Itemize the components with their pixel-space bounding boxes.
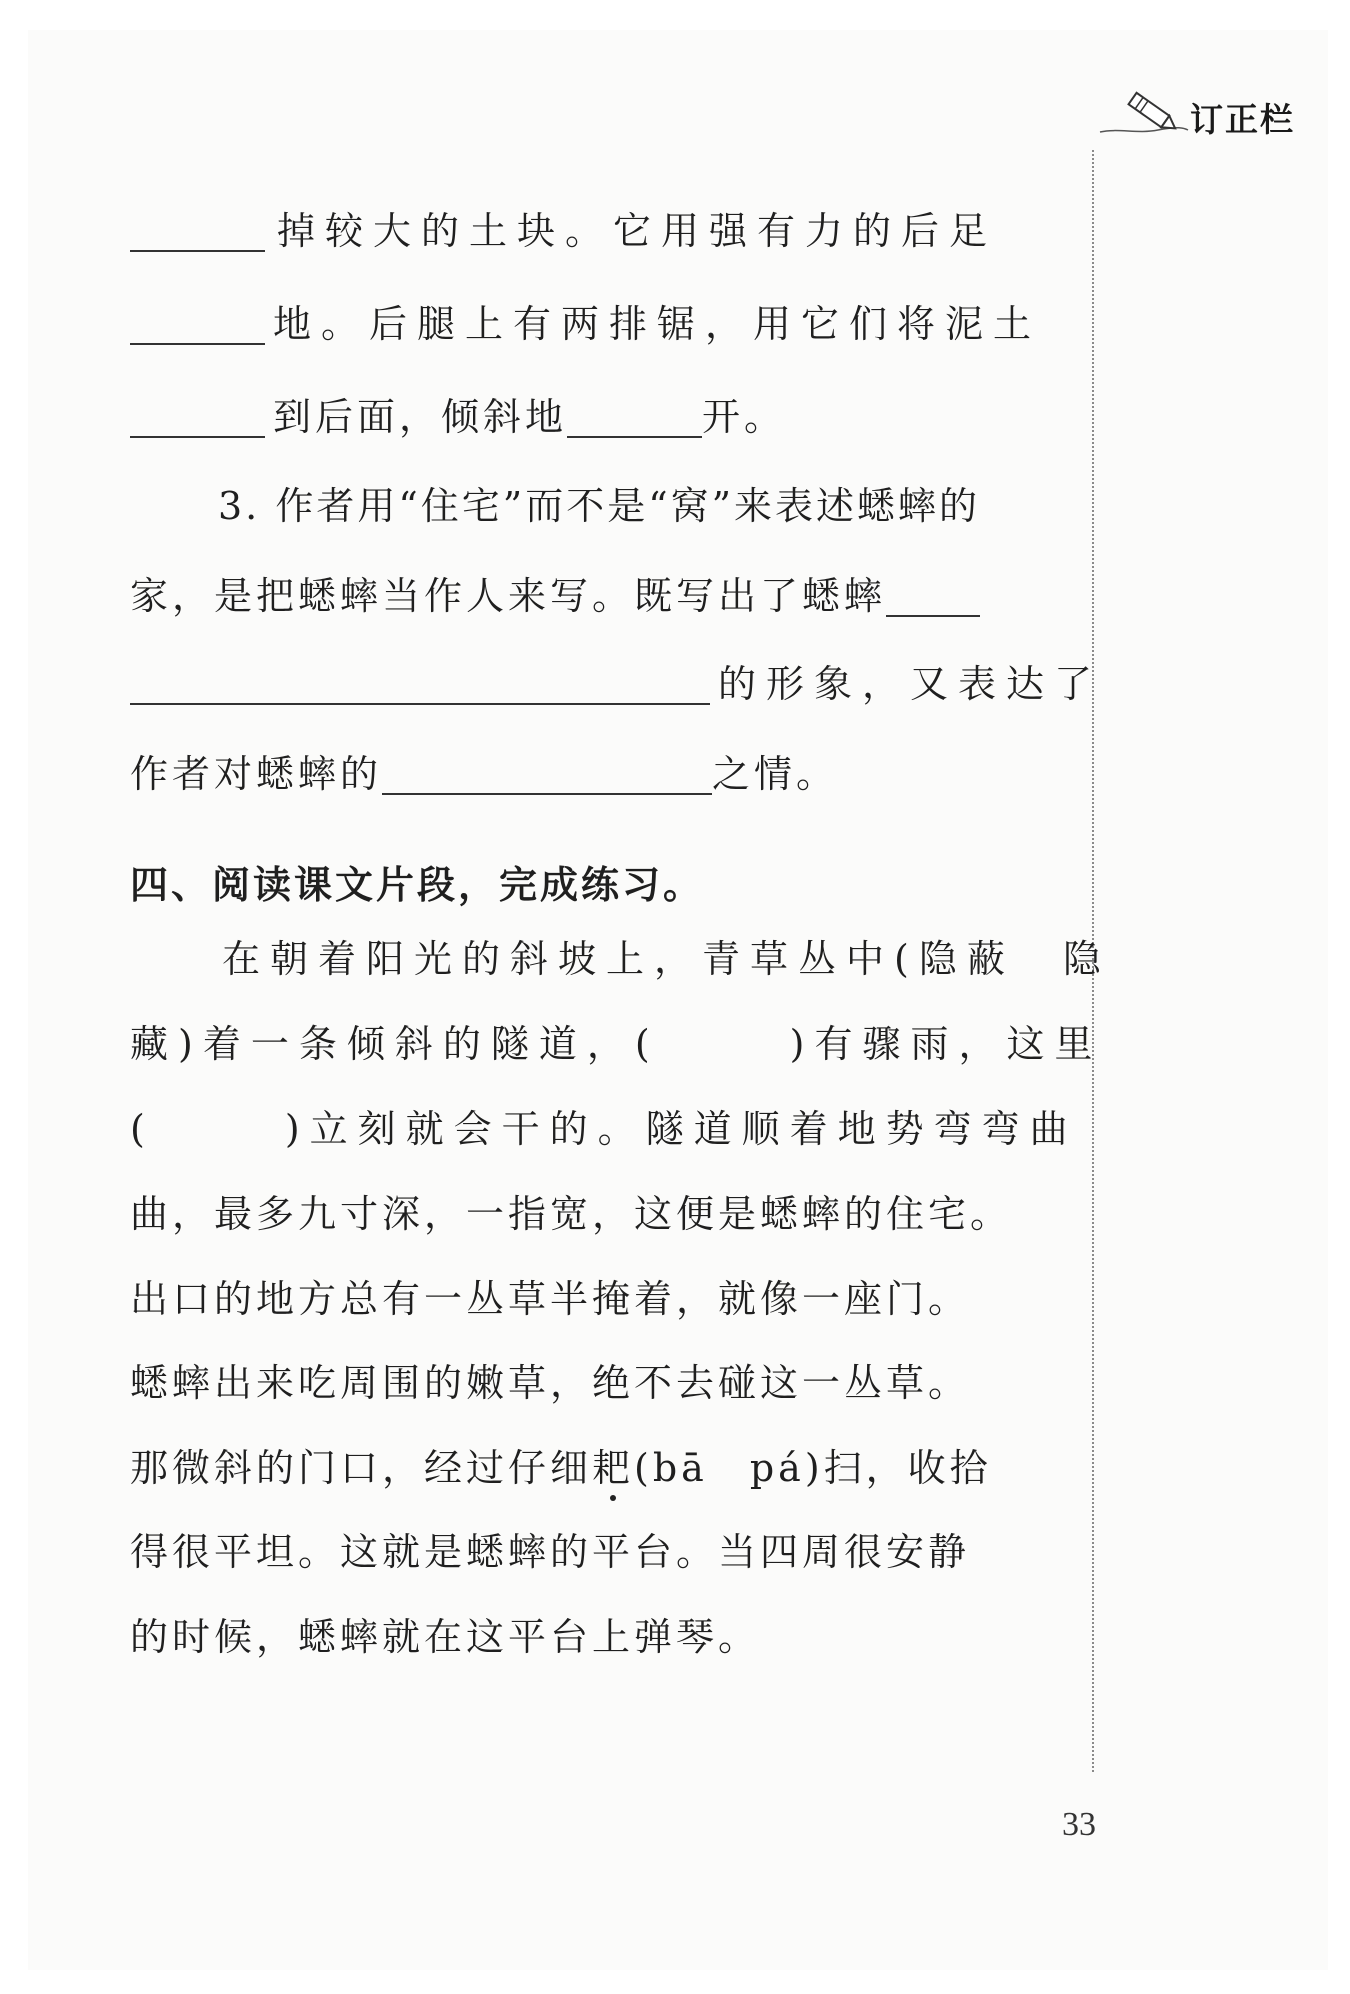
- answer-blank[interactable]: [130, 309, 265, 345]
- dotted-character: 耙: [592, 1446, 635, 1490]
- q3-line-2-text: 家，是把蟋蟀当作人来写。既写出了蟋蟀: [130, 574, 887, 618]
- passage-line-4: 曲，最多九寸深，一指宽，这便是蟋蟀的住宅。: [130, 1192, 1013, 1236]
- correction-header: [1098, 88, 1328, 148]
- q2-line-3-text-b: 开。: [702, 395, 787, 439]
- answer-blank[interactable]: [130, 216, 265, 252]
- correction-column-title: 订正栏: [1190, 100, 1295, 139]
- answer-blank[interactable]: [886, 581, 980, 617]
- section-4-heading: 四、阅读课文片段，完成练习。: [130, 863, 705, 907]
- q2-line-1-text: 掉较大的土块。它用强有力的后足: [277, 209, 998, 253]
- passage-line-9: 的时候，蟋蟀就在这平台上弹琴。: [130, 1615, 761, 1659]
- passage-line-7: [130, 1446, 1075, 1490]
- passage-line-7-text-a: 那微斜的门口，经过仔细: [130, 1446, 593, 1490]
- passage-line-7-text-b: (bā pá)扫，收拾: [634, 1446, 992, 1490]
- q3-line-4-text-b: 之情。: [712, 752, 839, 796]
- passage-line-2: [130, 1022, 1103, 1066]
- passage-line-3-text-a: (: [130, 1107, 155, 1151]
- answer-blank[interactable]: [382, 759, 712, 795]
- passage-line-2-text-a: 藏)着一条倾斜的隧道，(: [130, 1022, 660, 1066]
- q3-line-2: [130, 574, 1075, 618]
- passage-line-3: [130, 1107, 1078, 1151]
- passage-line-2-text-b: )有骤雨，这里: [789, 1022, 1103, 1066]
- q2-line-1: [130, 209, 1075, 253]
- q2-line-3-text-a: 到后面，倾斜地: [273, 395, 568, 439]
- pencil-icon: [1098, 88, 1190, 148]
- q3-line-4-text-a: 作者对蟋蟀的: [130, 752, 383, 796]
- passage-line-3-text-b: )立刻就会干的。隧道顺着地势弯弯曲: [284, 1107, 1078, 1151]
- passage-line-5: 出口的地方总有一丛草半掩着，就像一座门。: [130, 1277, 971, 1321]
- passage-line-1: 在朝着阳光的斜坡上，青草丛中(隐蔽 隐: [222, 937, 1111, 981]
- q3-line-1: 3. 作者用“住宅”而不是“窝”来表述蟋蟀的: [218, 484, 981, 528]
- q2-line-2-text: 地。后腿上有两排锯，用它们将泥土: [273, 302, 1042, 346]
- passage-line-8: 得很平坦。这就是蟋蟀的平台。当四周很安静: [130, 1530, 971, 1574]
- q2-line-2: [130, 302, 1075, 346]
- q3-line-3-text: 的形象，又表达了: [718, 662, 1103, 706]
- answer-blank[interactable]: [567, 402, 702, 438]
- answer-blank[interactable]: [130, 669, 710, 705]
- q3-line-3: [130, 662, 1103, 706]
- q3-line-4: [130, 752, 1075, 796]
- answer-blank[interactable]: [130, 402, 265, 438]
- q2-line-3: [130, 395, 1075, 439]
- page-number: 33: [1062, 1806, 1096, 1843]
- passage-line-6: 蟋蟀出来吃周围的嫩草，绝不去碰这一丛草。: [130, 1361, 971, 1405]
